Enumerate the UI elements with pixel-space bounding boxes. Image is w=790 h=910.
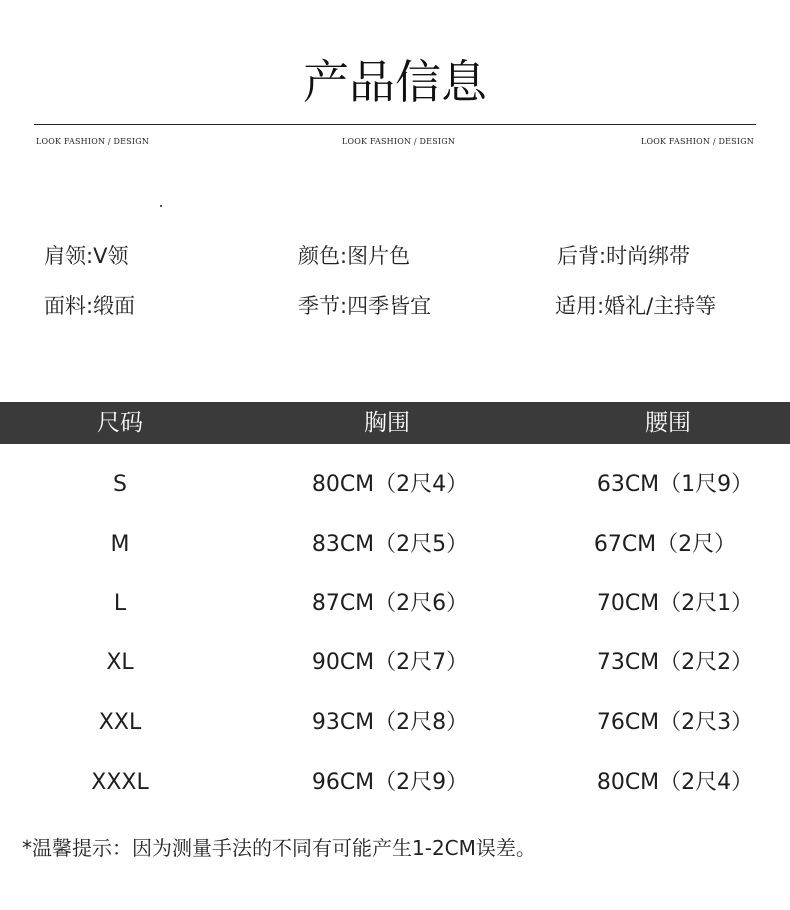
- table-cell-size: XXL: [98, 710, 142, 735]
- table-cell-waist: 63CM（1尺9）: [596, 472, 754, 497]
- header-size: 尺码: [97, 410, 143, 436]
- table-cell-waist: 70CM（2尺1）: [596, 591, 754, 616]
- attr-usage: 适用:婚礼/主持等: [555, 294, 717, 318]
- measurement-note: *温馨提示：因为测量手法的不同有可能产生1-2CM误差。: [22, 836, 536, 860]
- table-cell-size: S: [113, 472, 127, 497]
- table-cell-chest: 90CM（2尺7）: [311, 650, 469, 675]
- table-cell-chest: 96CM（2尺9）: [311, 770, 469, 795]
- table-cell-size: L: [113, 591, 127, 616]
- table-cell-waist: 73CM（2尺2）: [596, 650, 754, 675]
- table-cell-size: M: [110, 532, 130, 557]
- attr-color: 颜色:图片色: [298, 244, 411, 268]
- decorative-dot: [160, 205, 162, 207]
- table-cell-waist: 76CM（2尺3）: [596, 710, 754, 735]
- title-divider: [34, 124, 756, 125]
- attr-season: 季节:四季皆宜: [298, 294, 432, 318]
- brand-tag-right: LOOK FASHION / DESIGN: [640, 137, 754, 146]
- table-cell-chest: 93CM（2尺8）: [311, 710, 469, 735]
- table-cell-chest: 87CM（2尺6）: [311, 591, 469, 616]
- brand-tag-left: LOOK FASHION / DESIGN: [36, 137, 150, 146]
- table-cell-waist: 67CM（2尺）: [593, 532, 737, 557]
- attr-collar: 肩领:V领: [44, 244, 129, 268]
- table-cell-waist: 80CM（2尺4）: [596, 770, 754, 795]
- table-cell-chest: 83CM（2尺5）: [311, 532, 469, 557]
- attr-back: 后背:时尚绑带: [557, 244, 691, 268]
- table-cell-size: XXXL: [91, 770, 149, 795]
- table-cell-chest: 80CM（2尺4）: [311, 472, 469, 497]
- header-chest: 胸围: [364, 410, 410, 436]
- page-title: 产品信息: [303, 55, 487, 109]
- table-cell-size: XL: [106, 650, 134, 675]
- attr-fabric: 面料:缎面: [44, 294, 136, 318]
- header-waist: 腰围: [645, 410, 691, 436]
- brand-tag-center: LOOK FASHION / DESIGN: [342, 137, 456, 146]
